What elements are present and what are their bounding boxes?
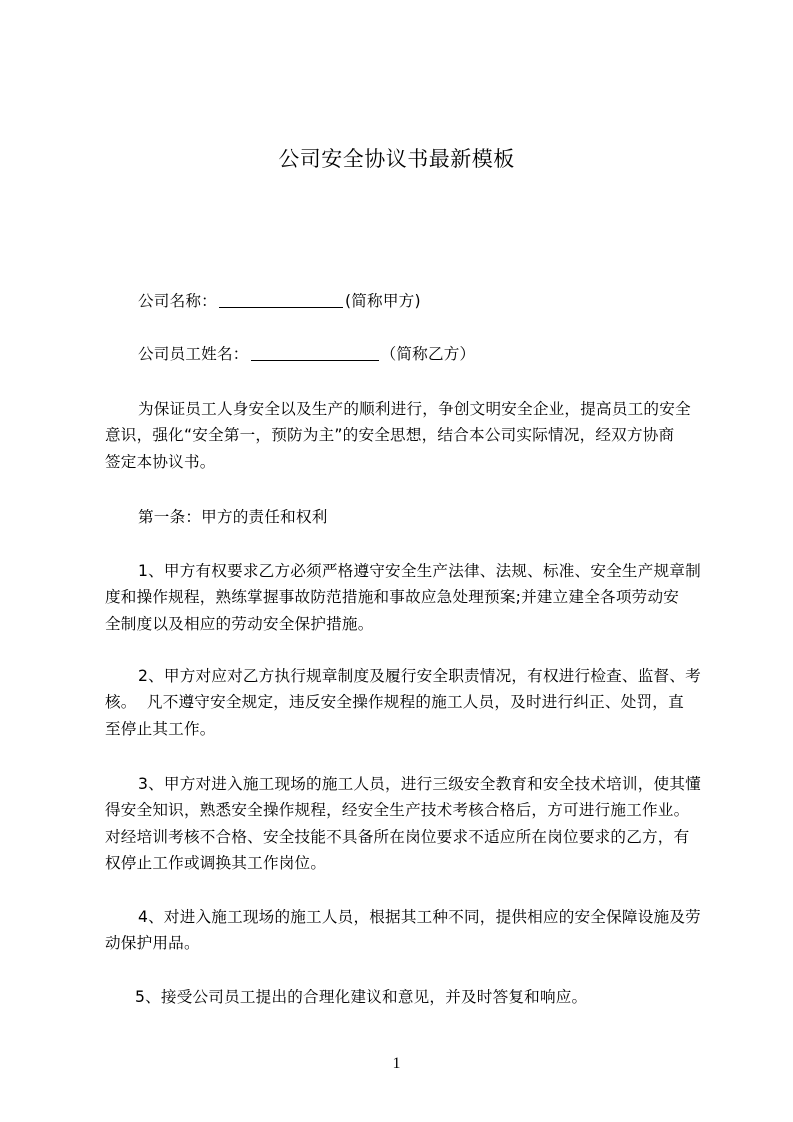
- text-line: 得安全知识，熟悉安全操作规程，经安全生产技术考核合格后，方可进行施工作业。: [105, 801, 690, 820]
- company-name-label: 公司名称：: [138, 292, 217, 310]
- company-name-suffix: (简称甲方): [344, 292, 421, 310]
- employee-name-label: 公司员工姓名：: [138, 345, 249, 363]
- clause-5: [105, 984, 720, 1010]
- text-line: 意识，强化“安全第一，预防为主”的安全思想，结合本公司实际情况，经双方协商: [105, 426, 675, 445]
- text-line: 2、甲方对应对乙方执行规章制度及履行安全职责情况，有权进行检查、监督、考: [138, 667, 701, 685]
- text-line: 动保护用品。: [105, 934, 200, 953]
- intro-paragraph: [105, 396, 720, 475]
- clause-1: [105, 558, 720, 637]
- text-line: 至停止其工作。: [105, 719, 216, 738]
- document-title: 公司安全协议书最新模板: [278, 147, 515, 171]
- text-line: 为保证员工人身安全以及生产的顺利进行，争创文明安全企业，提高员工的安全: [138, 400, 691, 418]
- page-number: 1: [392, 1055, 401, 1072]
- clause-4: [105, 904, 720, 957]
- text-line: 签定本协议书。: [105, 452, 216, 471]
- employee-name-suffix: （简称乙方）: [380, 345, 476, 363]
- clause-3: [105, 771, 720, 876]
- article-heading: 第一条：甲方的责任和权利: [138, 508, 328, 526]
- company-name-field: [138, 288, 753, 314]
- employee-name-field: [138, 341, 753, 367]
- text-line: 全制度以及相应的劳动安全保护措施。: [105, 614, 374, 633]
- text-line: 5、接受公司员工提出的合理化建议和意见，并及时答复和响应。: [135, 988, 588, 1006]
- company-name-blank: [219, 292, 343, 308]
- employee-name-blank: [251, 345, 379, 361]
- text-line: 度和操作规程，熟练掌握事故防范措施和事故应急处理预案;并建立建全各项劳动安: [105, 588, 680, 607]
- text-line: 对经培训考核不合格、安全技能不具备所在岗位要求不适应所在岗位要求的乙方，有: [105, 827, 690, 846]
- text-line: 核。 凡不遵守安全规定，违反安全操作规程的施工人员，及时进行纠正、处罚，直: [105, 693, 684, 712]
- text-line: 3、甲方对进入施工现场的施工人员，进行三级安全教育和安全技术培训，使其懂: [138, 775, 701, 793]
- clause-2: [105, 663, 720, 742]
- text-line: 4、对进入施工现场的施工人员，根据其工种不同，提供相应的安全保障设施及劳: [138, 908, 701, 926]
- text-line: 1、甲方有权要求乙方必须严格遵守安全生产法律、法规、标准、安全生产规章制: [138, 562, 701, 580]
- text-line: 权停止工作或调换其工作岗位。: [105, 853, 327, 872]
